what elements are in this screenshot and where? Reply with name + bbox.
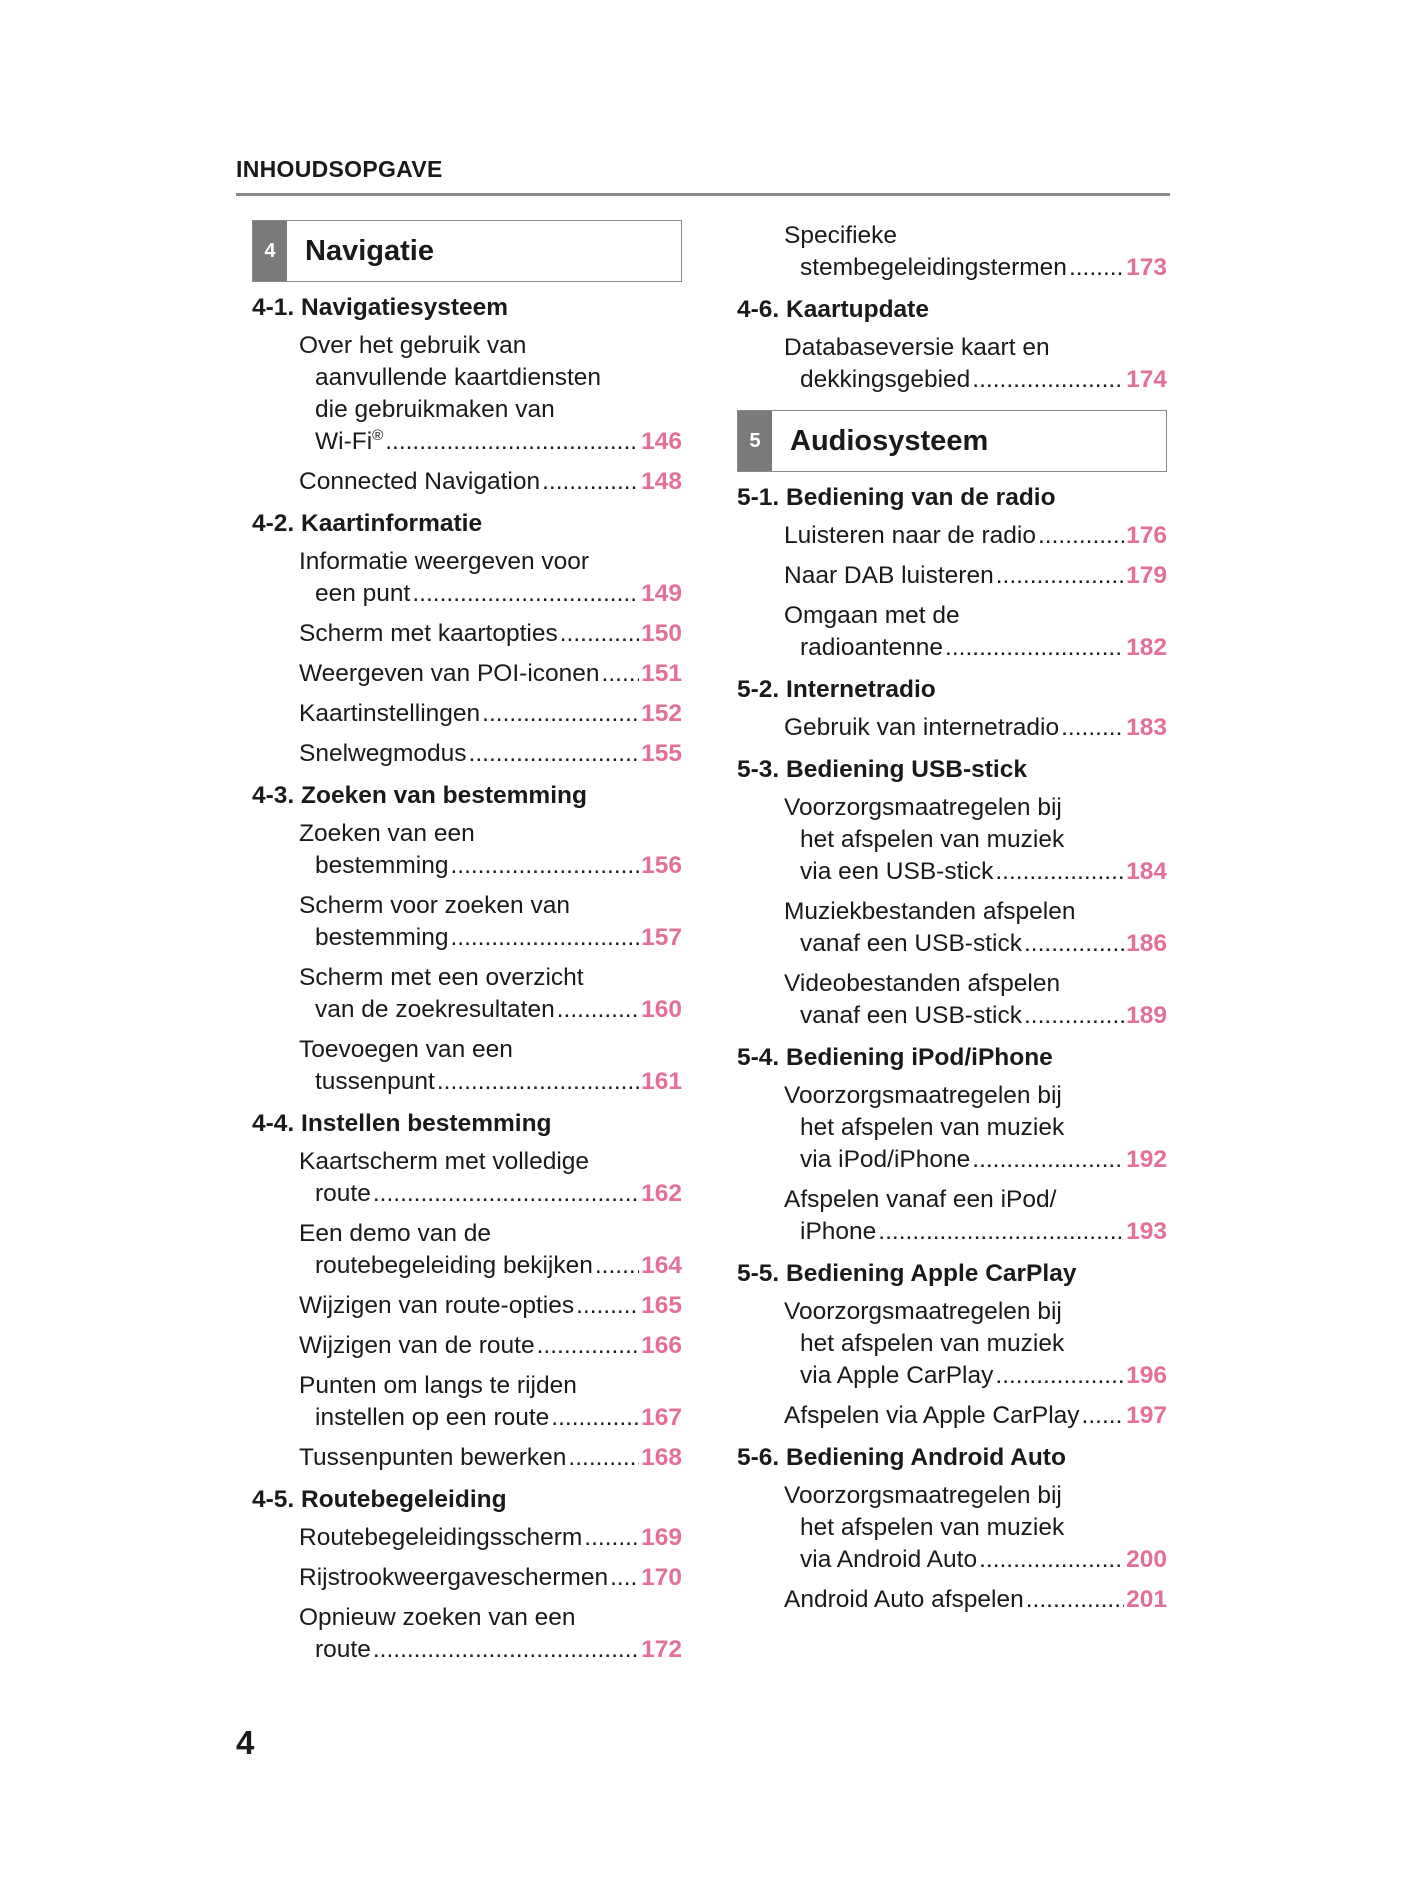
page-ref[interactable]: 167 [641, 1404, 682, 1431]
toc-entry[interactable]: Naar DAB luisteren ..... 179 [784, 560, 1167, 592]
page-ref[interactable]: 156 [641, 852, 682, 879]
toc-entry[interactable]: Afspelen vanaf een iPod/ iPhone ..... 193 [784, 1184, 1167, 1248]
toc-column-right [737, 220, 1167, 1624]
section-heading: 5-5. Bediening Apple CarPlay [737, 1260, 1077, 1287]
section-heading: 4-4. Instellen bestemming [252, 1110, 552, 1137]
section-heading: 5-3. Bediening USB-stick [737, 756, 1027, 783]
page-ref[interactable]: 146 [641, 428, 682, 455]
page-ref[interactable]: 196 [1126, 1362, 1167, 1389]
page-ref[interactable]: 170 [641, 1564, 682, 1591]
chapter-number: 5 [738, 411, 772, 471]
page-ref[interactable]: 183 [1126, 714, 1167, 741]
toc-entry[interactable]: Routebegeleidingsscherm ..... 169 [299, 1522, 682, 1554]
toc-entry[interactable]: Voorzorgsmaatregelen bij het afspelen van muziek via Android Auto ..... 200 [784, 1480, 1167, 1576]
toc-entry[interactable]: Muziekbestanden afspelen vanaf een USB-stick ..... 186 [784, 896, 1167, 960]
page-ref[interactable]: 189 [1126, 1002, 1167, 1029]
toc-entry[interactable]: Scherm met een overzicht van de zoekresultaten ..... 160 [299, 962, 682, 1026]
toc-entry[interactable]: Gebruik van internetradio ..... 183 [784, 712, 1167, 744]
toc-entry[interactable]: Punten om langs te rijden instellen op een route ..... 167 [299, 1370, 682, 1434]
page-ref[interactable]: 152 [641, 700, 682, 727]
toc-entry[interactable]: Wijzigen van route-opties ..... 165 [299, 1290, 682, 1322]
toc-entry[interactable]: Kaartinstellingen ..... 152 [299, 698, 682, 730]
page-ref[interactable]: 150 [641, 620, 682, 647]
page-ref[interactable]: 173 [1126, 254, 1167, 281]
chapter-number: 4 [253, 221, 287, 281]
page-ref[interactable]: 193 [1126, 1218, 1167, 1245]
page-ref[interactable]: 174 [1126, 366, 1167, 393]
section-heading: 4-5. Routebegeleiding [252, 1486, 507, 1513]
section-heading: 4-6. Kaartupdate [737, 296, 929, 323]
toc-entry[interactable]: Tussenpunten bewerken ..... 168 [299, 1442, 682, 1474]
chapter-title: Navigatie [305, 234, 434, 267]
chapter-title: Audiosysteem [790, 424, 989, 457]
page-ref[interactable]: 166 [641, 1332, 682, 1359]
section-heading: 5-2. Internetradio [737, 676, 936, 703]
toc-entry[interactable]: Zoeken van een bestemming ..... 156 [299, 818, 682, 882]
page-ref[interactable]: 161 [641, 1068, 682, 1095]
toc-entry[interactable]: Voorzorgsmaatregelen bij het afspelen van muziek via Apple CarPlay ..... 196 [784, 1296, 1167, 1392]
chapter-navigatie[interactable] [252, 220, 682, 282]
toc-entry[interactable]: Afspelen via Apple CarPlay ..... 197 [784, 1400, 1167, 1432]
page-ref[interactable]: 192 [1126, 1146, 1167, 1173]
toc-entry[interactable]: Omgaan met de radioantenne ..... 182 [784, 600, 1167, 664]
toc-column-left [252, 220, 682, 1674]
page-ref[interactable]: 148 [641, 468, 682, 495]
page-ref[interactable]: 160 [641, 996, 682, 1023]
toc-entry[interactable]: Videobestanden afspelen vanaf een USB-stick ..... 189 [784, 968, 1167, 1032]
toc-entry[interactable]: Android Auto afspelen ..... 201 [784, 1584, 1167, 1616]
toc-entry[interactable]: Databaseversie kaart en dekkingsgebied ..... 174 [784, 332, 1167, 396]
toc-entry[interactable]: Weergeven van POI-iconen ..... 151 [299, 658, 682, 690]
page-ref[interactable]: 172 [641, 1636, 682, 1663]
toc-entry[interactable]: Snelwegmodus ..... 155 [299, 738, 682, 770]
page-ref[interactable]: 186 [1126, 930, 1167, 957]
section-heading: 4-3. Zoeken van bestemming [252, 782, 587, 809]
section-heading: 5-1. Bediening van de radio [737, 484, 1056, 511]
toc-entry[interactable]: Specifieke stembegeleidingstermen ..... 173 [784, 220, 1167, 284]
page-ref[interactable]: 201 [1126, 1586, 1167, 1613]
toc-entry[interactable]: Informatie weergeven voor een punt ..... 149 [299, 546, 682, 610]
toc-entry[interactable]: Scherm met kaartopties ..... 150 [299, 618, 682, 650]
toc-entry[interactable]: Scherm voor zoeken van bestemming ..... 157 [299, 890, 682, 954]
toc-entry[interactable]: Rijstrookweergaveschermen ..... 170 [299, 1562, 682, 1594]
toc-entry[interactable]: Wijzigen van de route ..... 166 [299, 1330, 682, 1362]
page-ref[interactable]: 179 [1126, 562, 1167, 589]
toc-entry[interactable]: Luisteren naar de radio ..... 176 [784, 520, 1167, 552]
toc-entry[interactable]: Voorzorgsmaatregelen bij het afspelen van muziek via iPod/iPhone ..... 192 [784, 1080, 1167, 1176]
section-heading: 4-1. Navigatiesysteem [252, 294, 509, 321]
toc-entry[interactable]: Opnieuw zoeken van een route ..... 172 [299, 1602, 682, 1666]
page-ref[interactable]: 176 [1126, 522, 1167, 549]
page-ref[interactable]: 197 [1126, 1402, 1167, 1429]
page-ref[interactable]: 169 [641, 1524, 682, 1551]
toc-entry[interactable]: Over het gebruik van aanvullende kaartdiensten die gebruikmaken van Wi-Fi® ..... 146 [299, 330, 682, 458]
page-ref[interactable]: 149 [641, 580, 682, 607]
page-ref[interactable]: 182 [1126, 634, 1167, 661]
toc-entry[interactable]: Connected Navigation ..... 148 [299, 466, 682, 498]
page-ref[interactable]: 162 [641, 1180, 682, 1207]
section-heading: 5-6. Bediening Android Auto [737, 1444, 1066, 1471]
page-ref[interactable]: 165 [641, 1292, 682, 1319]
page-ref[interactable]: 184 [1126, 858, 1167, 885]
page-ref[interactable]: 157 [641, 924, 682, 951]
page-number: 4 [236, 1724, 255, 1761]
section-heading: 5-4. Bediening iPod/iPhone [737, 1044, 1053, 1071]
header-rule [236, 193, 1170, 196]
chapter-audiosysteem[interactable] [737, 410, 1167, 472]
toc-entry[interactable]: Kaartscherm met volledige route ..... 162 [299, 1146, 682, 1210]
toc-entry[interactable]: Een demo van de routebegeleiding bekijken ..... 164 [299, 1218, 682, 1282]
page-ref[interactable]: 164 [641, 1252, 682, 1279]
toc-entry[interactable]: Toevoegen van een tussenpunt ..... 161 [299, 1034, 682, 1098]
page-ref[interactable]: 155 [641, 740, 682, 767]
page-ref[interactable]: 151 [641, 660, 682, 687]
page-ref[interactable]: 168 [641, 1444, 682, 1471]
toc-entry[interactable]: Voorzorgsmaatregelen bij het afspelen van muziek via een USB-stick ..... 184 [784, 792, 1167, 888]
page-header-title: INHOUDSOPGAVE [236, 156, 443, 182]
section-heading: 4-2. Kaartinformatie [252, 510, 483, 537]
page-ref[interactable]: 200 [1126, 1546, 1167, 1573]
